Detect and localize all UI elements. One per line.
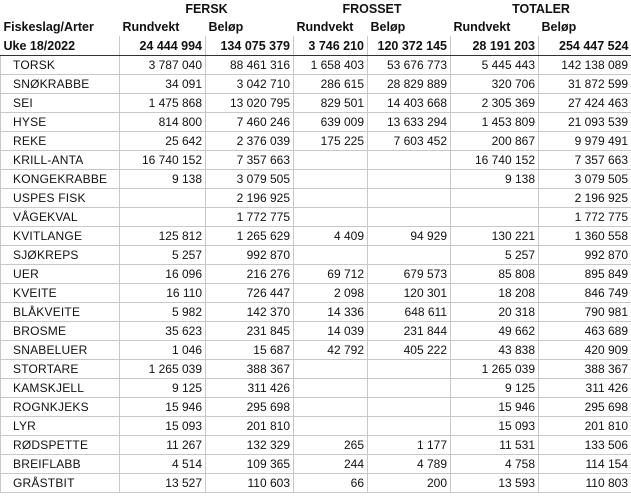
species-name: REKE [1,132,120,151]
species-name: SNØKRABBE [1,75,120,94]
value-cell: 14 336 [294,303,368,322]
value-cell: 43 838 [451,341,539,360]
value-cell: 120 301 [368,284,451,303]
table-row [1,265,631,284]
value-cell: 405 222 [368,341,451,360]
group-fersk: FERSK [185,1,228,16]
value-cell: 648 611 [368,303,451,322]
value-cell: 21 093 539 [539,113,631,132]
value-cell [294,360,368,379]
value-cell: 142 370 [206,303,294,322]
value-cell: 265 [294,436,368,455]
value-cell: 895 849 [539,265,631,284]
value-cell: 1 772 775 [206,208,294,227]
value-cell: 1 453 809 [451,113,539,132]
frosset-belop-header: Beløp [370,19,406,34]
table-row [1,322,631,341]
summary-cell: 28 191 203 [451,36,539,56]
value-cell: 388 367 [206,360,294,379]
value-cell: 244 [294,455,368,474]
species-rows [1,56,631,493]
value-cell: 42 792 [294,341,368,360]
value-cell: 25 642 [120,132,206,151]
species-name: LYR [1,417,120,436]
species-name: ROGNKJEKS [1,398,120,417]
value-cell: 5 445 443 [451,56,539,75]
table-row [1,436,631,455]
fersk-belop-header: Beløp [208,19,244,34]
value-cell: 15 093 [120,417,206,436]
totaler-belop-header: Beløp [541,19,577,34]
value-cell: 639 009 [294,113,368,132]
value-cell: 201 810 [206,417,294,436]
value-cell: 125 812 [120,227,206,246]
value-cell: 201 810 [539,417,631,436]
value-cell: 16 096 [120,265,206,284]
table-row [1,455,631,474]
value-cell: 295 698 [539,398,631,417]
summary-row [1,36,631,56]
value-cell: 14 403 668 [368,94,451,113]
empty-corner [1,0,120,17]
value-cell: 4 758 [451,455,539,474]
value-cell: 175 225 [294,132,368,151]
summary-cell: 134 075 379 [206,36,294,56]
value-cell: 846 749 [539,284,631,303]
value-cell: 15 946 [120,398,206,417]
value-cell: 15 946 [451,398,539,417]
value-cell: 4 789 [368,455,451,474]
value-cell: 1 658 403 [294,56,368,75]
value-cell: 3 787 040 [120,56,206,75]
value-cell [451,208,539,227]
value-cell: 311 426 [206,379,294,398]
value-cell: 814 800 [120,113,206,132]
value-cell: 9 979 491 [539,132,631,151]
table-row [1,189,631,208]
value-cell: 15 093 [451,417,539,436]
value-cell: 11 531 [451,436,539,455]
species-name: BROSME [1,322,120,341]
summary-cell: 3 746 210 [294,36,368,56]
species-name: KVEITE [1,284,120,303]
table-row [1,398,631,417]
value-cell [368,398,451,417]
value-cell: 1 360 558 [539,227,631,246]
value-cell: 34 091 [120,75,206,94]
value-cell: 94 929 [368,227,451,246]
species-name: UER [1,265,120,284]
value-cell: 2 196 925 [539,189,631,208]
table-row [1,379,631,398]
species-name: RØDSPETTE [1,436,120,455]
value-cell [120,208,206,227]
value-cell: 69 712 [294,265,368,284]
value-cell: 1 265 629 [206,227,294,246]
value-cell [368,151,451,170]
value-cell: 420 909 [539,341,631,360]
species-name: VÅGEKVAL [1,208,120,227]
value-cell: 5 257 [120,246,206,265]
value-cell [294,170,368,189]
value-cell: 679 573 [368,265,451,284]
value-cell: 320 706 [451,75,539,94]
value-cell [368,379,451,398]
table-row [1,417,631,436]
value-cell: 3 042 710 [206,75,294,94]
table-row [1,132,631,151]
value-cell: 14 039 [294,322,368,341]
value-cell [120,189,206,208]
table-row [1,113,631,132]
table-row [1,341,631,360]
table-row [1,227,631,246]
value-cell: 16 740 152 [120,151,206,170]
value-cell: 7 357 663 [206,151,294,170]
value-cell: 11 267 [120,436,206,455]
value-cell: 13 593 [451,474,539,493]
value-cell: 16 740 152 [451,151,539,170]
value-cell: 1 265 039 [120,360,206,379]
species-name: SNABELUER [1,341,120,360]
value-cell [451,189,539,208]
value-cell: 132 329 [206,436,294,455]
value-cell: 829 501 [294,94,368,113]
table-row [1,208,631,227]
value-cell: 992 870 [539,246,631,265]
table-row [1,474,631,493]
value-cell: 790 981 [539,303,631,322]
table-row [1,303,631,322]
value-cell: 726 447 [206,284,294,303]
value-cell: 27 424 463 [539,94,631,113]
value-cell: 133 506 [539,436,631,455]
group-totaler: TOTALER [512,1,570,16]
value-cell: 5 257 [451,246,539,265]
value-cell: 1 772 775 [539,208,631,227]
value-cell: 130 221 [451,227,539,246]
value-cell: 1 475 868 [120,94,206,113]
group-header-row [1,0,631,17]
value-cell: 114 154 [539,455,631,474]
value-cell: 110 603 [206,474,294,493]
value-cell: 66 [294,474,368,493]
totaler-rundvekt-header: Rundvekt [453,19,511,34]
species-name: HYSE [1,113,120,132]
table-row [1,246,631,265]
value-cell [368,170,451,189]
value-cell [294,189,368,208]
summary-cell: 120 372 145 [368,36,451,56]
value-cell: 463 689 [539,322,631,341]
species-name: KAMSKJELL [1,379,120,398]
species-name: GRÅSTBIT [1,474,120,493]
value-cell: 28 829 889 [368,75,451,94]
value-cell [294,379,368,398]
summary-cell: 254 447 524 [539,36,631,56]
value-cell [294,246,368,265]
value-cell: 1 177 [368,436,451,455]
species-name: TORSK [1,56,120,75]
group-frosset: FROSSET [342,1,402,16]
value-cell: 142 138 089 [539,56,631,75]
summary-cell: 24 444 994 [120,36,206,56]
value-cell: 15 687 [206,341,294,360]
value-cell: 18 208 [451,284,539,303]
species-name: BREIFLABB [1,455,120,474]
value-cell: 1 046 [120,341,206,360]
value-cell: 13 020 795 [206,94,294,113]
value-cell: 9 125 [451,379,539,398]
table-row [1,151,631,170]
value-cell: 13 527 [120,474,206,493]
value-cell: 231 844 [368,322,451,341]
value-cell: 1 265 039 [451,360,539,379]
value-cell: 2 196 925 [206,189,294,208]
value-cell: 9 138 [120,170,206,189]
value-cell [368,189,451,208]
value-cell [368,208,451,227]
value-cell: 35 623 [120,322,206,341]
value-cell: 31 872 599 [539,75,631,94]
value-cell: 7 603 452 [368,132,451,151]
species-column-header: Fiskeslag/Arter [3,19,94,34]
value-cell: 3 079 505 [539,170,631,189]
column-header-row [1,17,631,36]
value-cell: 216 276 [206,265,294,284]
table-row [1,75,631,94]
value-cell: 85 808 [451,265,539,284]
value-cell: 231 845 [206,322,294,341]
value-cell: 7 357 663 [539,151,631,170]
value-cell [368,360,451,379]
table-row [1,170,631,189]
value-cell [294,151,368,170]
value-cell: 13 633 294 [368,113,451,132]
species-name: KVITLANGE [1,227,120,246]
value-cell: 3 079 505 [206,170,294,189]
value-cell: 9 138 [451,170,539,189]
table-row [1,360,631,379]
value-cell: 20 318 [451,303,539,322]
value-cell: 295 698 [206,398,294,417]
species-name: USPES FISK [1,189,120,208]
value-cell: 110 803 [539,474,631,493]
value-cell: 109 365 [206,455,294,474]
value-cell [368,417,451,436]
value-cell: 388 367 [539,360,631,379]
value-cell: 16 110 [120,284,206,303]
table-row [1,284,631,303]
value-cell: 4 409 [294,227,368,246]
table-row [1,56,631,75]
value-cell: 9 125 [120,379,206,398]
week-label: Uke 18/2022 [1,36,120,56]
value-cell: 200 867 [451,132,539,151]
species-name: STORTARE [1,360,120,379]
value-cell [294,417,368,436]
value-cell: 2 305 369 [451,94,539,113]
value-cell: 7 460 246 [206,113,294,132]
frosset-rundvekt-header: Rundvekt [296,19,354,34]
value-cell [368,246,451,265]
species-name: KRILL-ANTA [1,151,120,170]
fersk-rundvekt-header: Rundvekt [122,19,180,34]
value-cell: 53 676 773 [368,56,451,75]
species-name: KONGEKRABBE [1,170,120,189]
table-row [1,94,631,113]
value-cell [294,398,368,417]
value-cell: 49 662 [451,322,539,341]
value-cell [294,208,368,227]
species-name: BLÅKVEITE [1,303,120,322]
value-cell: 5 982 [120,303,206,322]
value-cell: 88 461 316 [206,56,294,75]
value-cell: 4 514 [120,455,206,474]
value-cell: 2 376 039 [206,132,294,151]
value-cell: 200 [368,474,451,493]
species-name: SEI [1,94,120,113]
value-cell: 286 615 [294,75,368,94]
species-name: SJØKREPS [1,246,120,265]
value-cell: 311 426 [539,379,631,398]
value-cell: 2 098 [294,284,368,303]
value-cell: 992 870 [206,246,294,265]
